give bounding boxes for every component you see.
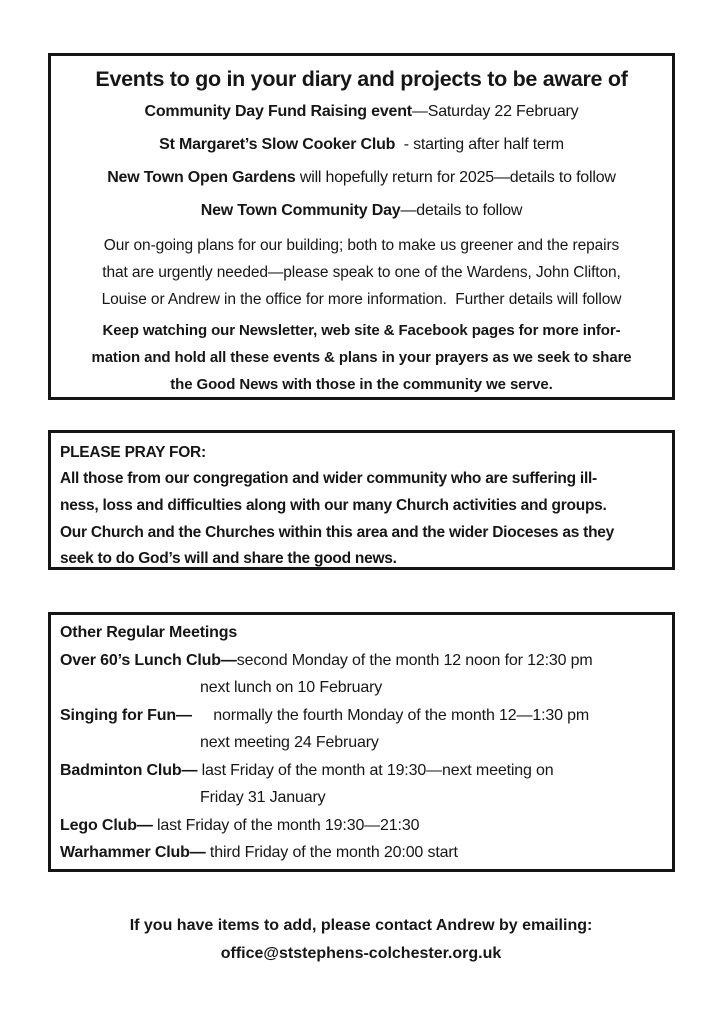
prayer-heading: PLEASE PRAY FOR: <box>60 444 206 461</box>
paragraph-line: Louise or Andrew in the office for more information. Further details will follow <box>101 291 622 308</box>
meeting-row <box>60 812 664 840</box>
event-detail: - starting after half term <box>395 136 564 153</box>
meeting-row <box>60 647 664 675</box>
event-detail: —details to follow <box>400 202 523 219</box>
paragraph-line: the Good News with those in the community we serve. <box>170 376 553 393</box>
meeting-name: Lego Club— <box>60 816 153 834</box>
paragraph-line: mation and hold all these events & plans in your prayers as we seek to share <box>91 349 632 366</box>
contact-footer <box>0 912 722 967</box>
prayer-line: seek to do God’s will and share the good news. <box>60 550 397 568</box>
meeting-detail: normally the fourth Monday of the month 12—1:30 pm <box>191 706 590 724</box>
event-row <box>56 161 667 194</box>
meeting-name: Over 60’s Lunch Club— <box>60 651 237 669</box>
prayer-box <box>48 430 675 570</box>
meeting-detail: last Friday of the month at 19:30—next meeting on <box>197 761 554 779</box>
meeting-name: Warhammer Club— <box>60 844 206 861</box>
meeting-detail: last Friday of the month 19:30—21:30 <box>152 816 420 834</box>
event-detail: will hopefully return for 2025—details to follow <box>295 169 616 186</box>
event-name: New Town Community Day <box>200 202 401 219</box>
meeting-subline: next lunch on 10 February <box>200 679 383 696</box>
prayer-line: All those from our congregation and wider community who are suffering ill- <box>60 470 597 487</box>
meeting-detail: second Monday of the month 12 noon for 12:30 pm <box>236 651 593 669</box>
meetings-box <box>48 612 675 872</box>
event-row <box>56 95 667 128</box>
prayer-line: ness, loss and difficulties along with our many Church activities and groups. <box>60 496 607 514</box>
events-box <box>48 53 675 400</box>
meetings-heading: Other Regular Meetings <box>60 624 238 641</box>
meeting-detail: third Friday of the month 20:00 start <box>205 844 458 861</box>
event-row <box>56 128 667 161</box>
meeting-subline: next meeting 24 February <box>200 734 379 751</box>
contact-email: office@ststephens-colchester.org.uk <box>220 944 502 962</box>
event-name: St Margaret’s Slow Cooker Club <box>159 136 396 153</box>
building-plans-paragraph <box>56 232 667 313</box>
events-title: Events to go in your diary and projects to be aware of <box>95 67 628 91</box>
event-detail: —Saturday 22 February <box>411 103 579 120</box>
meeting-subline: Friday 31 January <box>200 789 326 806</box>
paragraph-line: that are urgently needed—please speak to one of the Wardens, John Clifton, <box>102 264 621 281</box>
meeting-row <box>60 839 664 867</box>
event-name: New Town Open Gardens <box>107 169 296 186</box>
meeting-row <box>60 702 664 730</box>
contact-instruction: If you have items to add, please contact Andrew by emailing: <box>129 917 593 934</box>
prayer-line: Our Church and the Churches within this area and the wider Dioceses as they <box>60 523 615 541</box>
paragraph-line: Our on-going plans for our building; both to make us greener and the repairs <box>103 237 620 254</box>
meeting-row <box>60 757 664 785</box>
meeting-name: Singing for Fun— <box>60 706 192 724</box>
keep-watching-paragraph <box>56 317 667 398</box>
paragraph-line: Keep watching our Newsletter, web site & Facebook pages for more infor- <box>102 322 621 339</box>
event-row <box>56 194 667 227</box>
event-name: Community Day Fund Raising event <box>144 103 412 120</box>
meeting-name: Badminton Club— <box>60 761 198 779</box>
